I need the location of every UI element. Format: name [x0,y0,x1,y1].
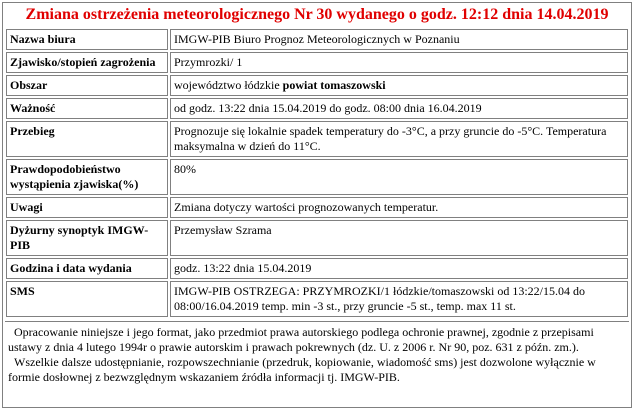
row-value [170,75,628,96]
table-row-validity [6,98,628,119]
row-label: Przebieg [6,121,168,157]
row-value: IMGW-PIB OSTRZEGA: PRZYMROZKI/1 łódzkie/tomaszowski od 13:22/15.04 do 08:00/16.04.2019 temp. min -3 st., przy gruncie -5 st., temp. max 11 st. [170,281,628,317]
row-label: SMS [6,281,168,317]
table-row-forecaster [6,220,628,256]
warning-document [2,2,632,408]
row-label: Prawdopodobieństwo wystąpienia zjawiska(%) [6,159,168,195]
table-row-office [6,29,628,50]
row-label: Zjawisko/stopień zagrożenia [6,52,168,73]
table-row-remarks [6,197,628,218]
row-value: IMGW-PIB Biuro Prognoz Meteorologicznych w Poznaniu [170,29,628,50]
table-row-sms [6,281,628,317]
table-row-area [6,75,628,96]
table-row-phenomenon [6,52,628,73]
table-row-issued [6,258,628,279]
row-label: Dyżurny synoptyk IMGW-PIB [6,220,168,256]
page-title: Zmiana ostrzeżenia meteorologicznego Nr 30 wydanego o godz. 12:12 dnia 14.04.2019 [25,6,609,23]
table-row-course [6,121,628,157]
warning-table [4,27,630,319]
row-value: od godz. 13:22 dnia 15.04.2019 do godz. 08:00 dnia 16.04.2019 [170,98,628,119]
row-value: Przymrozki/ 1 [170,52,628,73]
row-value: godz. 13:22 dnia 15.04.2019 [170,258,628,279]
area-county: powiat tomaszowski [282,78,386,92]
row-label: Ważność [6,98,168,119]
redistribution-paragraph: Wszelkie dalsze udostępnianie, rozpowszechnianie (przedruk, kopiowanie, wiadomość sms) jest dozwolone wyłącznie w formie dosłownej z bezwzględnym wskazaniem źródła informacji tj. IMGW-PIB. [8,355,596,384]
row-label: Nazwa biura [6,29,168,50]
row-value: Przemysław Szrama [170,220,628,256]
row-value: 80% [170,159,628,195]
row-value: Prognozuje się lokalnie spadek temperatury do -3°C, a przy gruncie do -5°C. Temperatura maksymalna w dzień do 11°C. [170,121,628,157]
copyright-paragraph: Opracowanie niniejsze i jego format, jako przedmiot prawa autorskiego podlega ochronie prawnej, zgodnie z przepisami ustawy z dnia 4 lutego 1994r o prawie autorskim i prawach pokrewnych (dz. U. z 2006 r. Nr 90, poz. 631 z późn. zm.). [8,325,594,354]
copyright-notice [5,321,629,388]
table-row-probability [6,159,628,195]
row-value: Zmiana dotyczy wartości prognozowanych temperatur. [170,197,628,218]
row-label: Godzina i data wydania [6,258,168,279]
row-label: Obszar [6,75,168,96]
area-voivodeship: województwo łódzkie [174,78,283,92]
row-label: Uwagi [6,197,168,218]
